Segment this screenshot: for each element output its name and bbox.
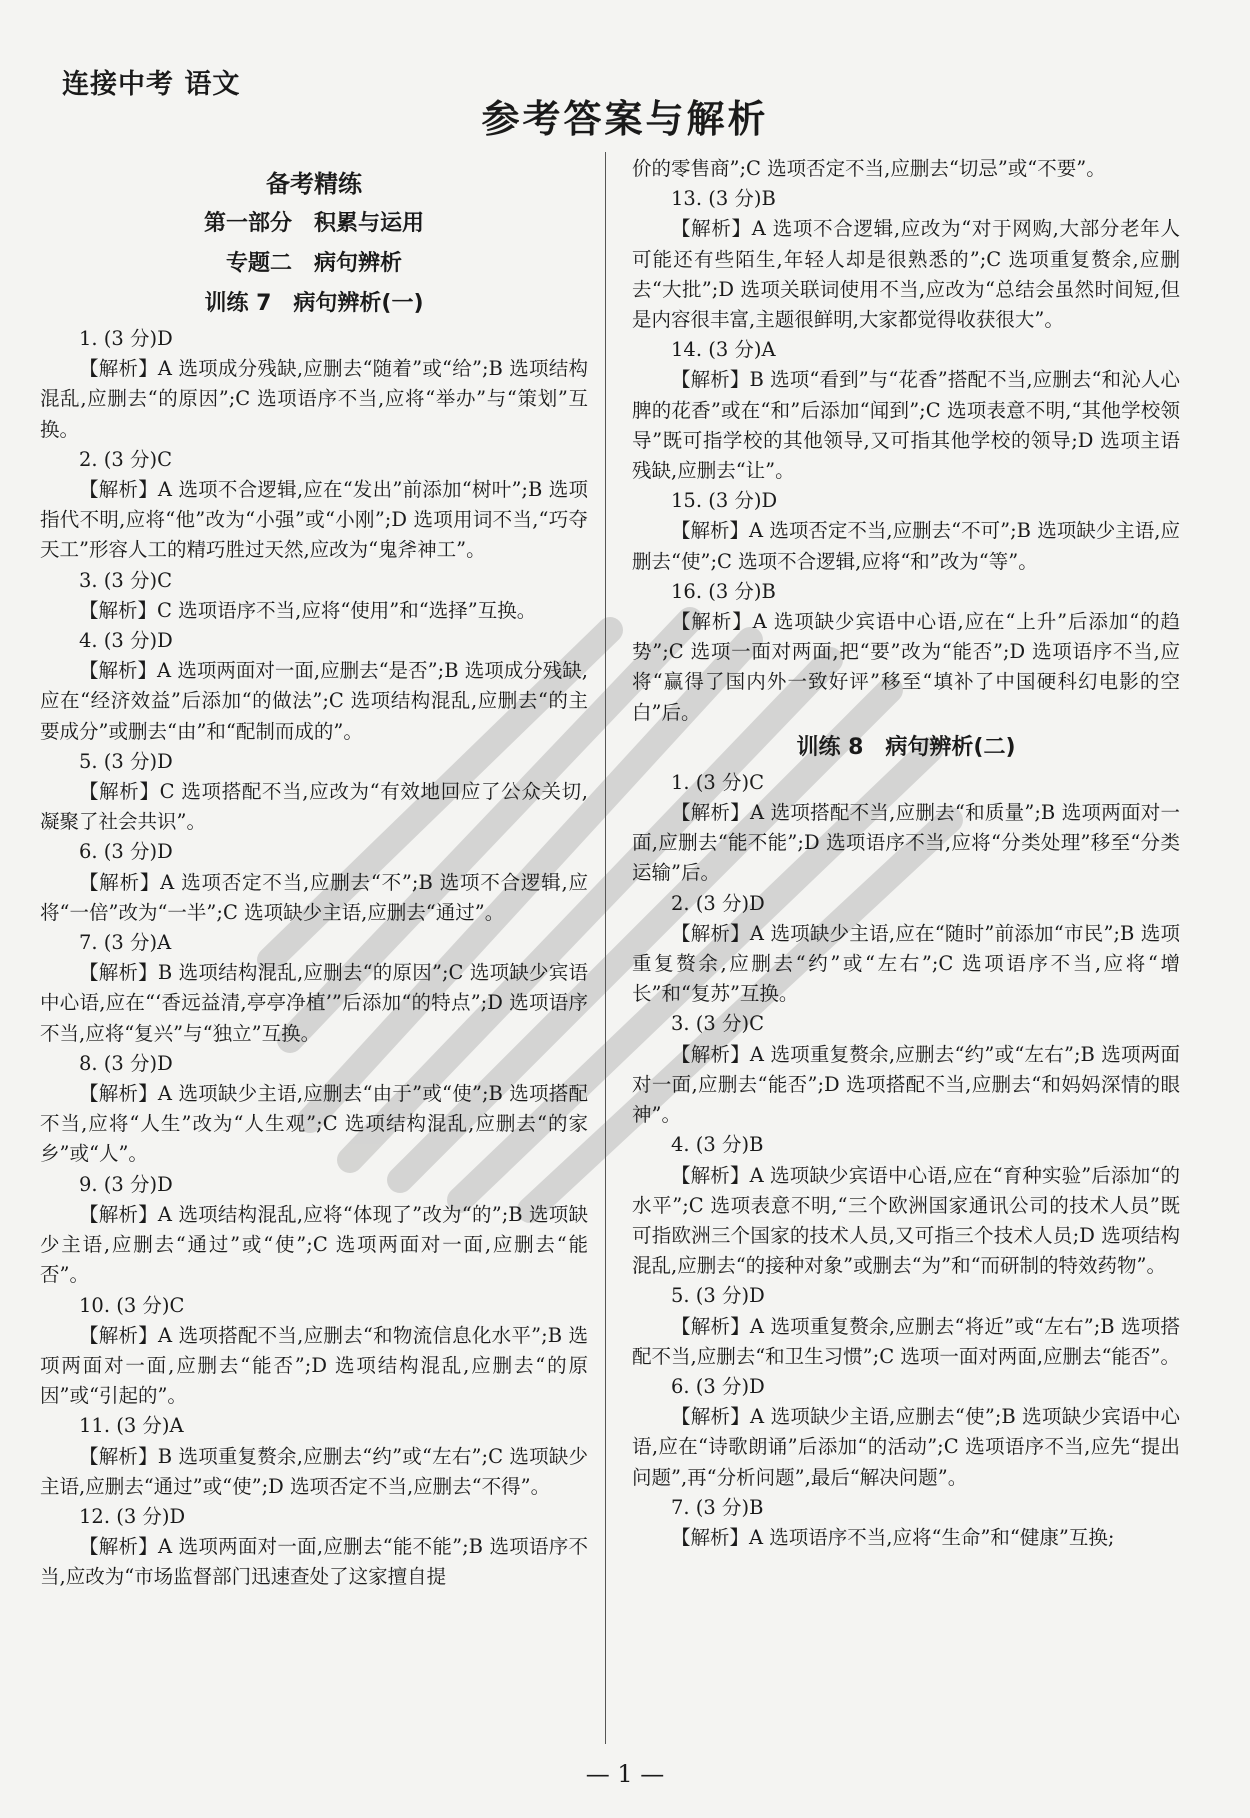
answer-item: 12. (3 分)D bbox=[79, 1504, 186, 1528]
answer-item: 8. (3 分)D bbox=[79, 1051, 173, 1075]
explanation: 【解析】B 选项“看到”与“花香”搭配不当,应删去“和沁人心脾的花香”或在“和”后添加“闻到”;C 选项表意不明,“其他学校领导”既可指学校的其他领导,又可指其他学校的领导;D 选项主语残缺,应删去“让”。 bbox=[632, 368, 1180, 483]
page-number: — 1 — bbox=[585, 1760, 665, 1788]
page-title: 参考答案与解析 bbox=[481, 97, 769, 141]
explanation: 【解析】A 选项否定不当,应删去“不可”;B 选项缺少主语,应删去“使”;C 选项不合逻辑,应将“和”改为“等”。 bbox=[632, 519, 1180, 573]
answer-item: 6. (3 分)D bbox=[671, 1374, 765, 1398]
answer-item: 3. (3 分)C bbox=[79, 568, 173, 592]
explanation: 【解析】A 选项缺少主语,应删去“由于”或“使”;B 选项搭配不当,应将“人生”改为“人生观”;C 选项结构混乱,应删去“的家乡”或“人”。 bbox=[40, 1082, 588, 1166]
answer-item: 14. (3 分)A bbox=[671, 338, 776, 362]
left-column bbox=[40, 158, 588, 1593]
explanation: 【解析】A 选项成分残缺,应删去“随着”或“给”;B 选项结构混乱,应删去“的原因”;C 选项语序不当,应将“举办”与“策划”互换。 bbox=[40, 357, 588, 441]
answer-item: 11. (3 分)A bbox=[79, 1414, 184, 1438]
answer-list bbox=[40, 324, 588, 1593]
explanation: 【解析】A 选项搭配不当,应删去“和质量”;B 选项两面对一面,应删去“能不能”;D 选项语序不当,应将“分类处理”移至“分类运输”后。 bbox=[632, 801, 1180, 885]
explanation: 【解析】A 选项不合逻辑,应在“发出”前添加“树叶”;B 选项指代不明,应将“他”改为“小强”或“小刚”;D 选项用词不当,“巧夺天工”形容人工的精巧胜过天然,应改为“鬼斧神工”。 bbox=[40, 478, 588, 562]
explanation: 【解析】A 选项语序不当,应将“生命”和“健康”互换; bbox=[671, 1525, 1115, 1549]
explanation: 【解析】B 选项重复赘余,应删去“约”或“左右”;C 选项缺少主语,应删去“通过”或“使”;D 选项否定不当,应删去“不得”。 bbox=[40, 1444, 588, 1498]
explanation: 【解析】A 选项结构混乱,应将“体现了”改为“的”;B 选项缺少主语,应删去“通过”或“使”;C 选项两面对一面,应删去“能否”。 bbox=[40, 1202, 588, 1287]
explanation: 【解析】A 选项两面对一面,应删去“是否”;B 选项成分残缺,应在“经济效益”后添加“的做法”;C 选项结构混乱,应删去“的主要成分”或删去“由”和“配制而成的”。 bbox=[40, 659, 588, 743]
answer-item: 7. (3 分)A bbox=[79, 931, 172, 955]
answer-item: 2. (3 分)D bbox=[671, 891, 765, 915]
answer-item: 1. (3 分)D bbox=[79, 327, 173, 350]
explanation: 【解析】A 选项缺少宾语中心语,应在“上升”后添加“的趋势”;C 选项一面对两面,把“要”改为“能否”;D 选项语序不当,应将“赢得了国内外一致好评”移至“填补了中国硬科幻电影的空白”后。 bbox=[632, 610, 1180, 724]
continued-text: 价的零售商”;C 选项否定不当,应删去“切忌”或“不要”。 bbox=[632, 157, 1106, 180]
explanation: 【解析】A 选项否定不当,应删去“不”;B 选项不合逻辑,应将“一倍”改为“一半”;C 选项缺少主语,应删去“通过”。 bbox=[40, 870, 588, 924]
explanation: 【解析】C 选项语序不当,应将“使用”和“选择”互换。 bbox=[79, 598, 537, 622]
answer-item: 15. (3 分)D bbox=[671, 489, 778, 513]
right-column bbox=[632, 154, 1180, 1553]
answer-item: 2. (3 分)C bbox=[79, 447, 173, 471]
answer-item: 10. (3 分)C bbox=[79, 1293, 185, 1317]
section-heading: 备考精练 bbox=[266, 170, 362, 198]
answer-item: 1. (3 分)C bbox=[671, 770, 765, 794]
answer-item: 5. (3 分)D bbox=[79, 749, 173, 773]
answer-item: 6. (3 分)D bbox=[79, 840, 173, 864]
explanation: 【解析】A 选项缺少主语,应删去“使”;B 选项缺少宾语中心语,应在“诗歌朗诵”后添加“的活动”;C 选项语序不当,应先“提出问题”,再“分析问题”,最后“解决问题”。 bbox=[632, 1405, 1180, 1489]
training-heading-2: 训练 8 病句辨析(二) bbox=[796, 734, 1016, 760]
explanation: 【解析】A 选项搭配不当,应删去“和物流信息化水平”;B 选项两面对一面,应删去“能否”;D 选项结构混乱,应删去“的原因”或“引起的”。 bbox=[40, 1323, 588, 1408]
topic-heading: 专题二 病句辨析 bbox=[225, 251, 402, 276]
explanation: 【解析】A 选项不合逻辑,应改为“对于网购,大部分老年人可能还有些陌生,年轻人却是很熟悉的”;C 选项重复赘余,应删去“大批”;D 选项关联词使用不当,应改为“总结会虽然时间短,但是内容很丰富,主题很鲜明,大家都觉得收获很大”。 bbox=[632, 217, 1180, 332]
part-heading: 第一部分 积累与运用 bbox=[203, 211, 424, 236]
explanation: 【解析】B 选项结构混乱,应删去“的原因”;C 选项缺少宾语中心语,应在“‘香远益清,亭亭净植’”后添加“的特点”;D 选项语序不当,应将“复兴”与“独立”互换。 bbox=[40, 961, 588, 1045]
explanation: 【解析】A 选项两面对一面,应删去“能不能”;B 选项语序不当,应改为“市场监督部门迅速查处了这家擅自提 bbox=[40, 1535, 588, 1589]
answer-item: 5. (3 分)D bbox=[671, 1284, 765, 1308]
explanation: 【解析】C 选项搭配不当,应改为“有效地回应了公众关切,凝聚了社会共识”。 bbox=[40, 780, 588, 834]
answer-item: 9. (3 分)D bbox=[79, 1172, 173, 1196]
column-divider bbox=[605, 152, 606, 1744]
training-heading: 训练 7 病句辨析(一) bbox=[204, 291, 424, 316]
answer-item: 4. (3 分)B bbox=[671, 1133, 764, 1157]
answer-item: 4. (3 分)D bbox=[79, 629, 173, 653]
explanation: 【解析】A 选项缺少主语,应在“随时”前添加“市民”;B 选项重复赘余,应删去“约”或“左右”;C 选项语序不当,应将“增长”和“复苏”互换。 bbox=[632, 921, 1180, 1006]
explanation: 【解析】A 选项缺少宾语中心语,应在“育种实验”后添加“的水平”;C 选项表意不明,“三个欧洲国家通讯公司的技术人员”既可指欧洲三个国家的技术人员,又可指三个技术人员;D 选项结构混乱,应删去“的接种对象”或删去“为”和“而研制的特效药物”。 bbox=[632, 1163, 1180, 1278]
explanation: 【解析】A 选项重复赘余,应删去“将近”或“左右”;B 选项搭配不当,应删去“和卫生习惯”;C 选项一面对两面,应删去“能否”。 bbox=[632, 1314, 1180, 1368]
answer-item: 7. (3 分)B bbox=[671, 1495, 764, 1519]
answer-item: 16. (3 分)B bbox=[671, 579, 776, 603]
explanation: 【解析】A 选项重复赘余,应删去“约”或“左右”;B 选项两面对一面,应删去“能否”;D 选项搭配不当,应删去“和妈妈深情的眼神”。 bbox=[632, 1042, 1180, 1127]
answer-item: 13. (3 分)B bbox=[671, 187, 776, 211]
book-title: 连接中考 语文 bbox=[62, 69, 241, 100]
answer-item: 3. (3 分)C bbox=[671, 1012, 765, 1036]
